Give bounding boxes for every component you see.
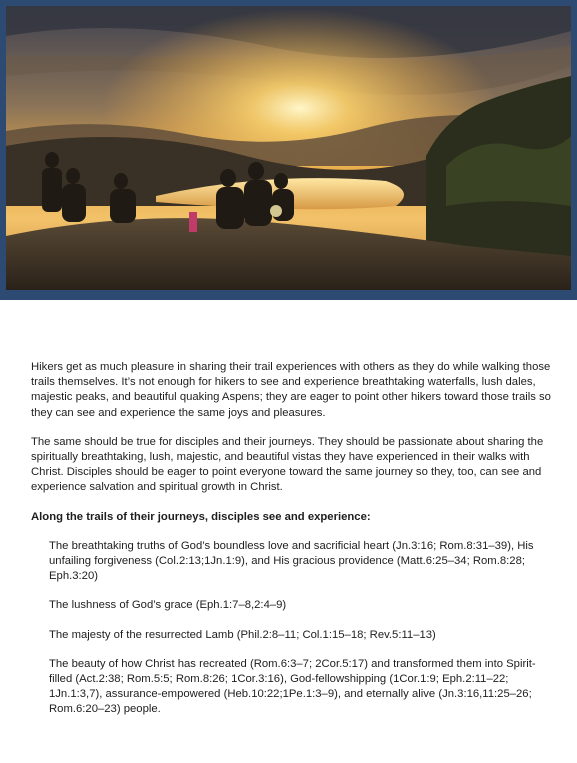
list-item: The majesty of the resurrected Lamb (Phil.2:8–11; Col.1:15–18; Rev.5:11–13)	[49, 628, 436, 641]
photo-frame	[0, 0, 577, 300]
sunset-hikers-photo	[6, 6, 571, 290]
article-body	[31, 360, 551, 732]
section-heading: Along the trails of their journeys, disciples see and experience:	[31, 510, 371, 523]
intro-paragraph: Hikers get as much pleasure in sharing their trail experiences with others as they do while walking those trails themselves. It’s not enough for hikers to see and experience breathtaking waterfalls, lush dales, majestic peaks, and beautiful quaking Aspens; they are eager to point other hikers toward those trails so they can see and experience the same joys and pleasures.	[31, 361, 551, 419]
list-item: The breathtaking truths of God’s boundless love and sacrificial heart (Jn.3:16; Rom.8:31–39), His unfailing forgiveness (Col.2:13;1Jn.1:9), and His gracious providence (Matt.6:25–34; Rom.8:28; Eph.3:20)	[49, 539, 534, 583]
list-item: The lushness of God’s grace (Eph.1:7–8,2:4–9)	[49, 599, 287, 612]
list-item: The beauty of how Christ has recreated (Rom.6:3–7; 2Cor.5:17) and transformed them into Spirit-filled (Act.2:38; Rom.5:5; Rom.8:26; 1Cor.3:16), God-fellowshipping (1Cor.1:9; Eph.2:11–22; 1Jn.1:3,7), assurance-empowered (Heb.10:22;1Pe.1:3–9), and eternally alive (Jn.3:16,11:25–26; Rom.6:20–23) people.	[49, 657, 536, 716]
disciples-paragraph: The same should be true for disciples and their journeys. They should be passionate about sharing the spiritually breathtaking, lush, majestic, and beautiful vistas they have experienced in their walks with Christ. Disciples should be eager to point everyone toward the same journey so they, too, can see and experience salvation and spiritual growth in Christ.	[31, 435, 544, 494]
experience-list	[31, 539, 551, 718]
